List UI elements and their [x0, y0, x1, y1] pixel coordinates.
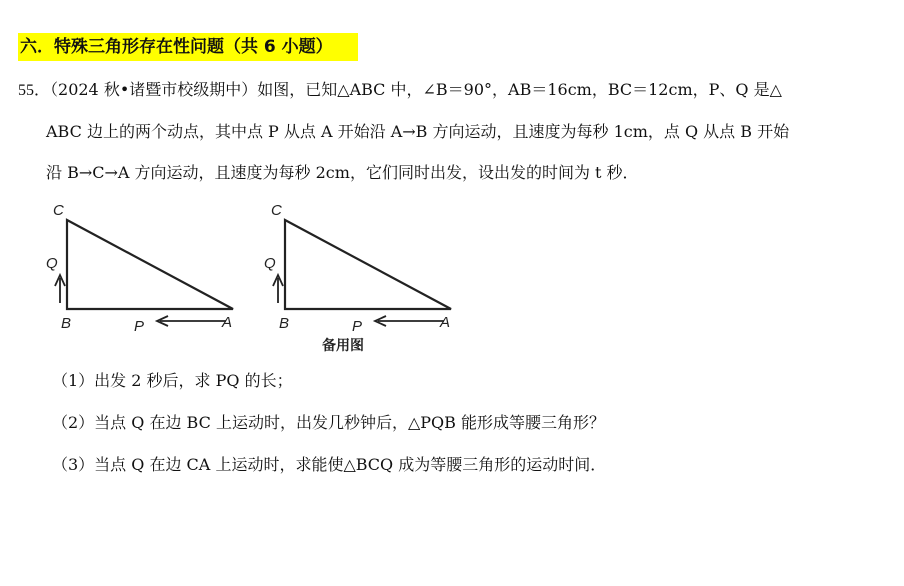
question-1: （1）出发 2 秒后，求 PQ 的长；: [52, 371, 293, 390]
triangle-abc: [285, 220, 451, 309]
triangle-figure-backup: [258, 196, 468, 358]
question-2: （2）当点 Q 在边 BC 上运动时，出发几秒钟后，△PQB 能形成等腰三角形？: [52, 413, 605, 432]
triangle-figure-main: [40, 196, 250, 346]
question-3: （3）当点 Q 在边 CA 上运动时，求能使△BCQ 成为等腰三角形的运动时间．: [52, 455, 607, 474]
triangle-abc: [67, 220, 233, 309]
problem-line-3: 沿 B→C→A 方向运动，且速度为每秒 2cm，它们同时出发，设出发的时间为 t 秒．: [46, 163, 639, 182]
section-title: 六．特殊三角形存在性问题（共 6 小题）: [18, 33, 358, 61]
problem-number: 55．: [18, 82, 51, 99]
label-c: C: [53, 202, 64, 219]
label-b: B: [279, 315, 290, 332]
label-q: Q: [264, 255, 276, 272]
label-q: Q: [46, 255, 58, 272]
problem-line-1: [18, 79, 782, 102]
problem-line-2: ABC 边上的两个动点，其中点 P 从点 A 开始沿 A→B 方向运动，且速度为每秒 1cm，点 Q 从点 B 开始: [46, 122, 790, 141]
label-p: P: [134, 318, 145, 335]
label-a: A: [222, 314, 233, 331]
label-p: P: [352, 318, 363, 335]
backup-figure-caption: 备用图: [322, 338, 364, 354]
label-b: B: [61, 315, 72, 332]
label-c: C: [271, 202, 282, 219]
problem-text-1: （2024 秋•诸暨市校级期中）如图，已知△ABC 中，∠B＝90°，AB＝16cm，BC＝12cm，P、Q 是△: [50, 80, 782, 99]
label-a: A: [440, 314, 451, 331]
